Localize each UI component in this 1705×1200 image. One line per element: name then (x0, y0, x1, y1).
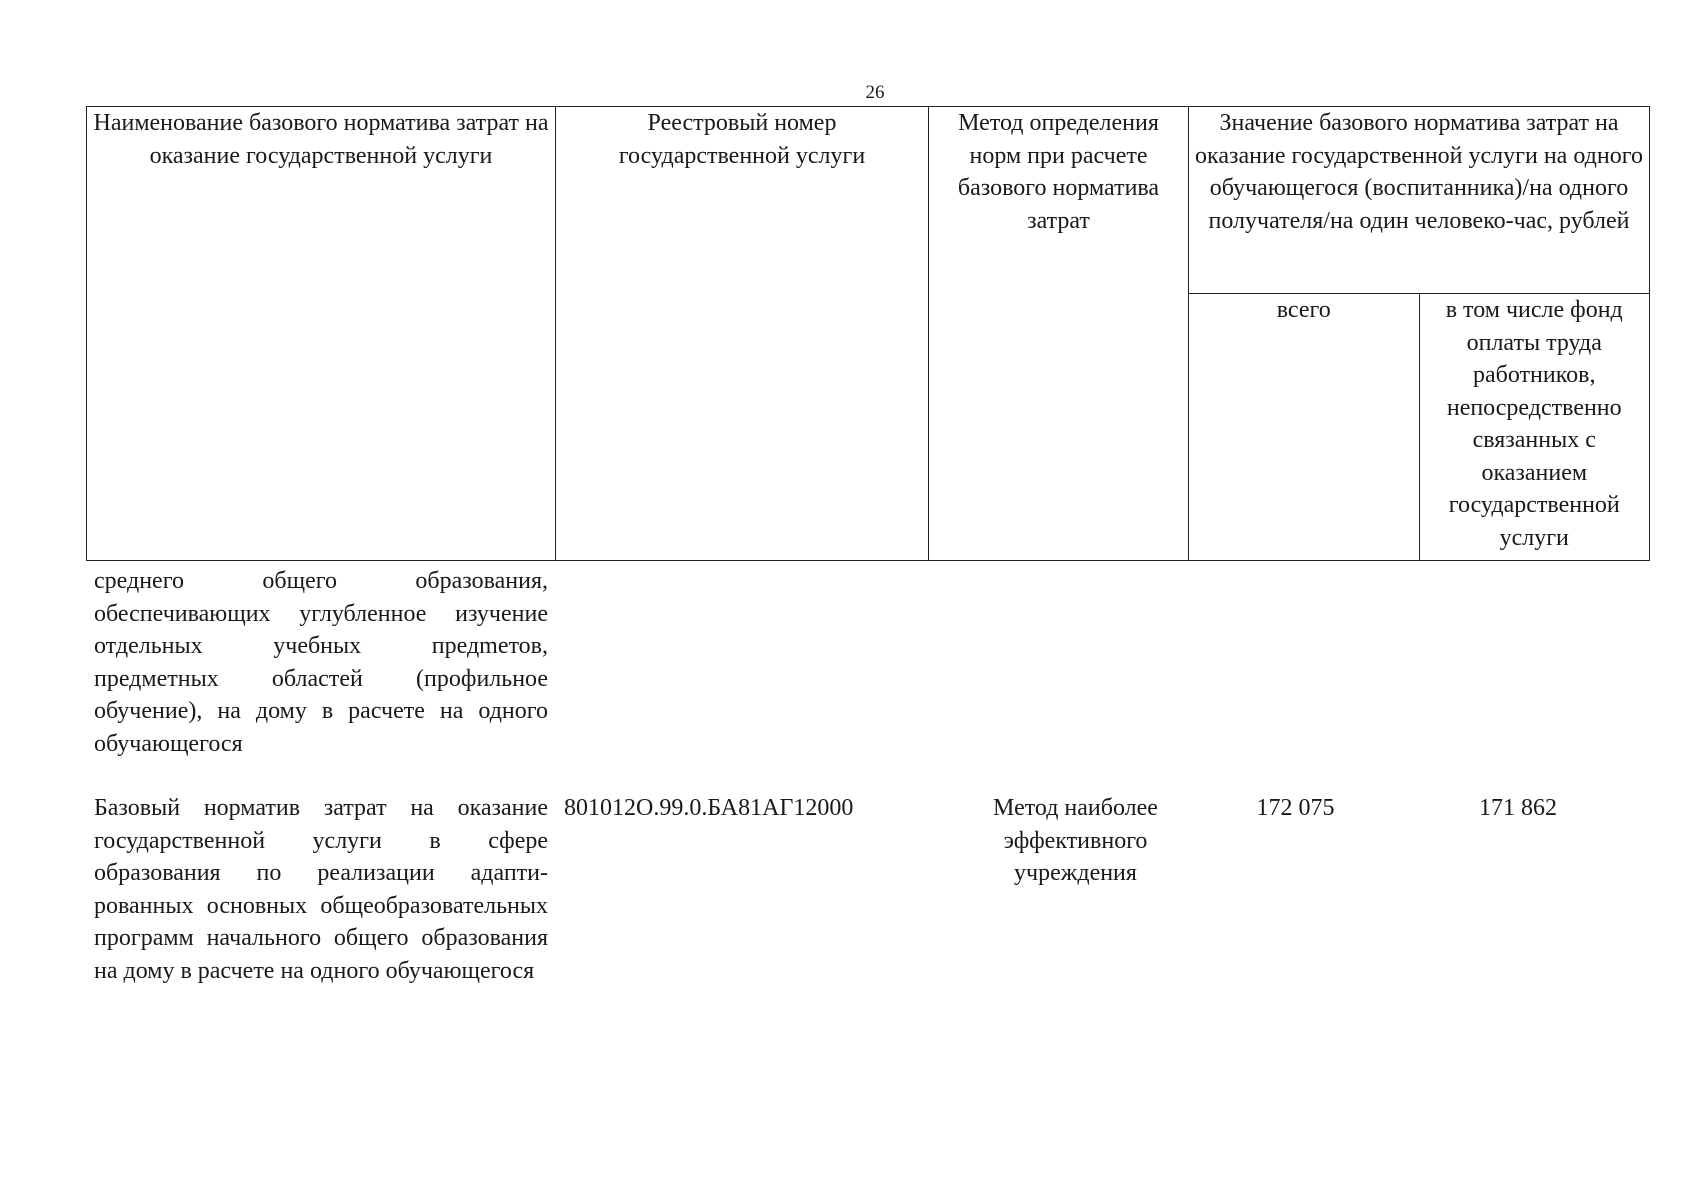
header-cost-value: Значение базового норматива затрат на оказание государственной услуги на одного обучающегося (воспитанника)/на одного получателя/на один человеко-час, рублей (1189, 107, 1650, 294)
service-name-cell: среднего общего образования, обеспечивающих углубленное изучение отдельных учебных предmетов, предметных областей (профильное обучение), на дому в расчете на одного обучающегося (94, 568, 548, 757)
cost-standards-table-header (86, 106, 1650, 561)
total-value-cell: 172 075 (1256, 795, 1335, 821)
header-calculation-method: Метод определения норм при расчете базового норматива затрат (929, 107, 1189, 561)
header-wage-fund: в том числе фонд оплаты труда работников, непосредственно связанных с оказанием государственной услуги (1419, 294, 1650, 561)
wage-fund-value-cell: 171 862 (1479, 795, 1557, 821)
header-service-cost-name: Наименование базового норматива затрат на оказание государственной услуги (87, 107, 556, 561)
method-cell: Метод наиболее эффективного учреждения (993, 795, 1158, 886)
header-total: всего (1189, 294, 1420, 561)
registry-number-cell: 801012О.99.0.БА81АГ12000 (564, 795, 854, 821)
service-name-cell: Базовый норматив затрат на оказание государственной услуги в сфере образования по реализации адаптированных основных общеобразовательных программ начального общего образования на дому в расчете на одного обучающегося (94, 795, 548, 984)
header-registry-number: Реестровый номер государственной услуги (556, 107, 929, 561)
page-number: 26 (865, 82, 885, 103)
